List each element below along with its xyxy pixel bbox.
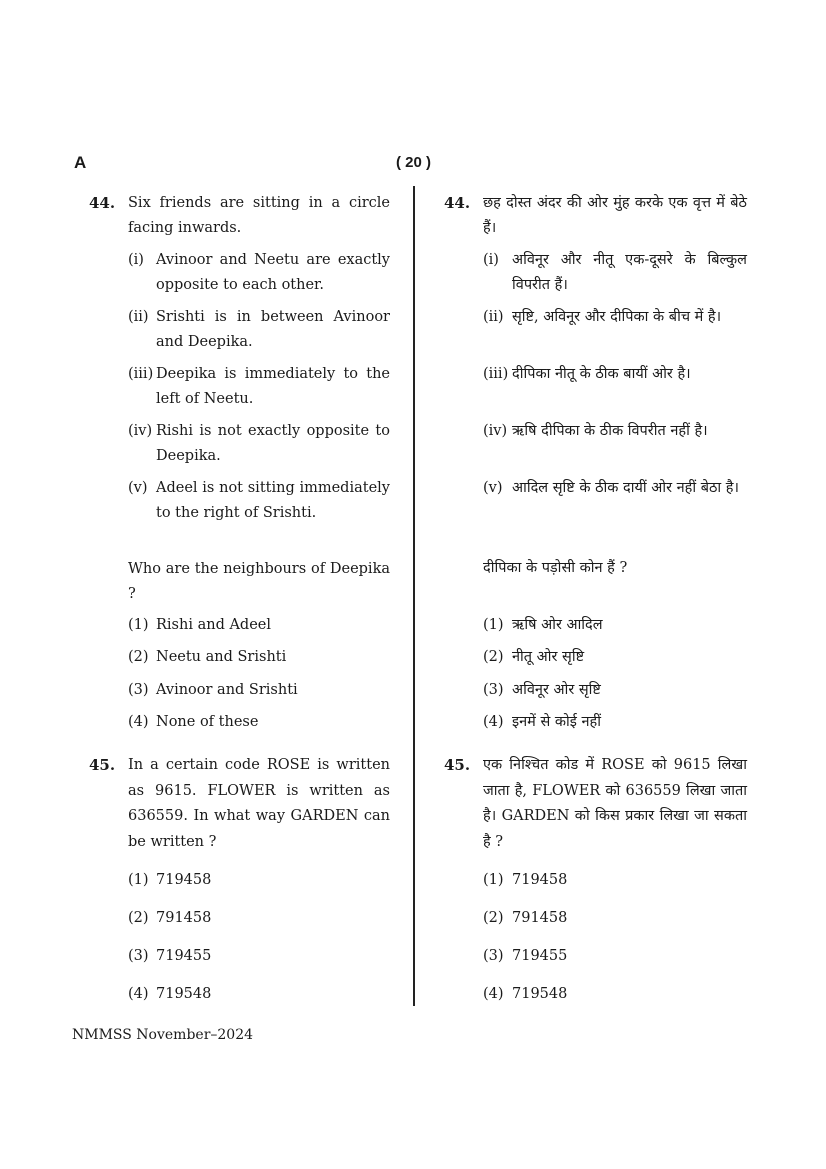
option-text: None of these [156, 714, 259, 730]
option-text: 719455 [512, 948, 568, 964]
option-label: (1) [483, 872, 504, 888]
option-text: 719455 [156, 948, 212, 964]
question-prompt: Who are the neighbours of Deepika ? [128, 561, 390, 602]
statement-text: सृष्टि, अविनूर और दीपिका के बीच में है। [512, 309, 722, 325]
option-label: (1) [128, 617, 149, 633]
option-label: (3) [483, 682, 504, 698]
statement-text: अविनूर और नीतू एक-दूसरे के बिल्कुल विपरीत हैं। [512, 252, 747, 293]
option-label: (4) [128, 714, 149, 730]
option-label: (3) [128, 682, 149, 698]
option-label: (1) [483, 617, 504, 633]
question-number: 45. [444, 756, 471, 774]
statement-text: Rishi is not exactly opposite to Deepika. [156, 423, 390, 464]
question-number: 44. [444, 194, 471, 212]
option-label: (4) [483, 714, 504, 730]
statement-text: Deepika is immediately to the left of Neetu. [156, 366, 390, 407]
statement-label: (i) [483, 252, 499, 268]
option-text: Neetu and Srishti [156, 649, 287, 665]
statement-label: (iv) [128, 423, 153, 439]
page-number: ( 20 ) [396, 154, 432, 171]
statement-label: (v) [128, 480, 148, 496]
option-text: नीतू ओर सृष्टि [512, 649, 585, 665]
option-text: 791458 [512, 910, 568, 926]
option-text: 791458 [156, 910, 212, 926]
option-label: (4) [483, 986, 504, 1002]
statement-text: Adeel is not sitting immediately to the right of Srishti. [156, 480, 390, 521]
question-set-label: A [74, 153, 87, 172]
statement-label: (ii) [483, 309, 504, 325]
option-text: 719458 [156, 872, 212, 888]
option-text: इनमें से कोई नहीं [512, 714, 601, 730]
option-label: (2) [128, 910, 149, 926]
option-text: Avinoor and Srishti [156, 682, 298, 698]
option-label: (3) [483, 948, 504, 964]
statement-label: (iv) [483, 423, 508, 439]
question-stem: In a certain code ROSE is written as 9615. FLOWER is written as 636559. In what way GARDEN can be written ? [128, 757, 390, 850]
option-text: 719548 [156, 986, 212, 1002]
option-text: अविनूर ओर सृष्टि [512, 682, 601, 698]
statement-text: Srishti is in between Avinoor and Deepika. [156, 309, 390, 350]
question-stem: छह दोस्त अंदर की ओर मुंह करके एक वृत्त में बेठे हैं। [483, 195, 747, 236]
option-label: (2) [483, 649, 504, 665]
option-label: (1) [128, 872, 149, 888]
option-label: (4) [128, 986, 149, 1002]
statement-text: Avinoor and Neetu are exactly opposite to each other. [156, 252, 390, 293]
statement-label: (ii) [128, 309, 149, 325]
statement-text: दीपिका नीतू के ठीक बायीं ओर है। [512, 366, 691, 382]
question-number: 45. [89, 756, 116, 774]
question-number: 44. [89, 194, 116, 212]
footer-exam-title: NMMSS November–2024 [72, 1027, 254, 1043]
statement-label: (i) [128, 252, 144, 268]
question-prompt: दीपिका के पड़ोसी कोन हैं ? [483, 560, 628, 576]
option-text: Rishi and Adeel [156, 617, 272, 633]
statement-label: (v) [483, 480, 503, 496]
option-text: ऋषि ओर आदिल [512, 617, 603, 633]
option-label: (2) [483, 910, 504, 926]
statement-text: ऋषि दीपिका के ठीक विपरीत नहीं है। [512, 423, 708, 439]
statement-label: (iii) [483, 366, 509, 382]
column-divider [413, 186, 415, 1006]
option-text: 719458 [512, 872, 568, 888]
statement-label: (iii) [128, 366, 154, 382]
question-stem: Six friends are sitting in a circle facing inwards. [128, 195, 390, 236]
statement-text: आदिल सृष्टि के ठीक दायीं ओर नहीं बेठा है। [512, 480, 739, 496]
option-label: (2) [128, 649, 149, 665]
option-text: 719548 [512, 986, 568, 1002]
option-label: (3) [128, 948, 149, 964]
question-stem: एक निश्चित कोड में ROSE को 9615 लिखा जाता है, FLOWER को 636559 लिखा जाता है। GARDEN को किस प्रकार लिखा जा सकता है ? [483, 757, 747, 850]
